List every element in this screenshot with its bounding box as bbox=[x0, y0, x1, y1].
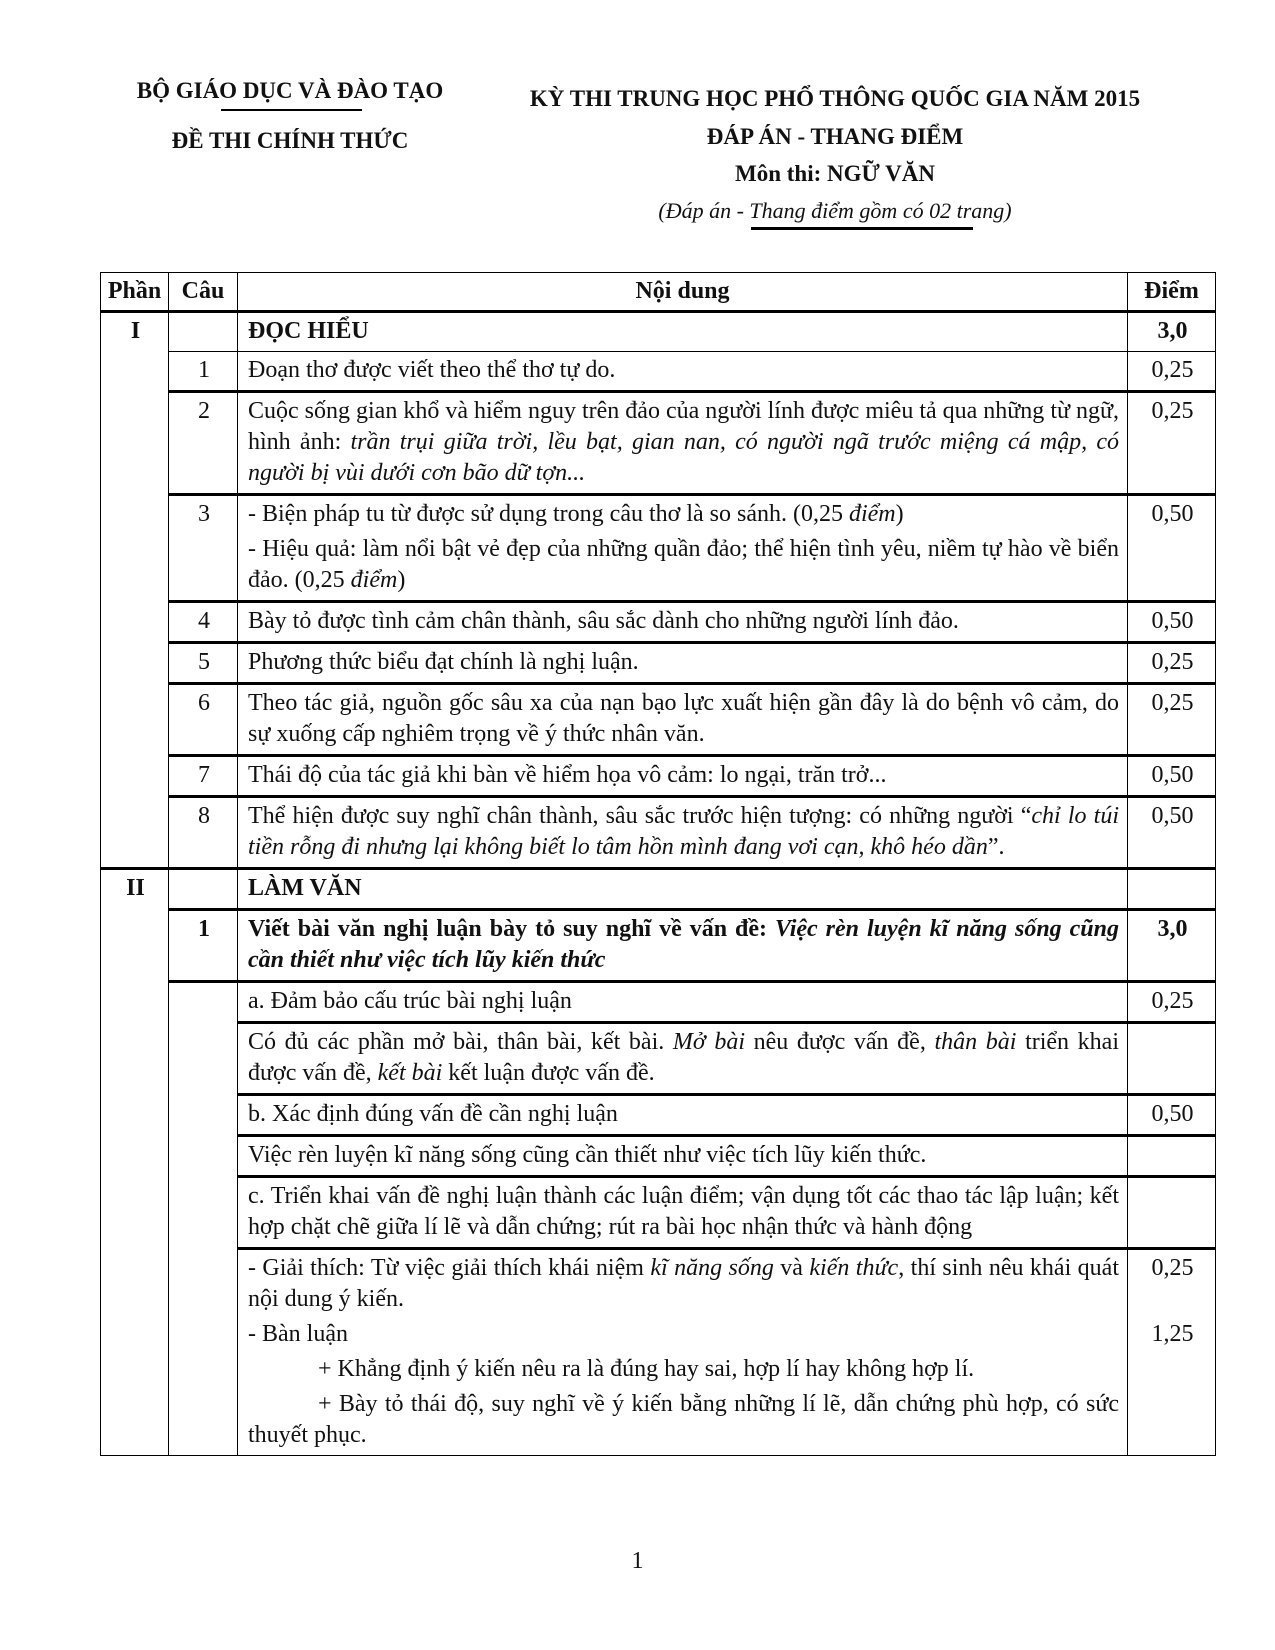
answer-score: 0,25 bbox=[1128, 643, 1216, 684]
answer-text: Thể hiện được suy nghĩ chân thành, sâu sắc trước hiện tượng: có những người “ bbox=[248, 803, 1032, 829]
note-underline bbox=[751, 227, 973, 230]
criterion-text-italic: kiến thức bbox=[809, 1255, 899, 1281]
discuss-score: 1,25 bbox=[1151, 1321, 1194, 1347]
score-empty bbox=[1128, 1177, 1216, 1249]
answer-content bbox=[238, 797, 1128, 869]
question-cell-empty bbox=[169, 982, 238, 1456]
ministry-label: BỘ GIÁO DỤC VÀ ĐÀO TẠO bbox=[136, 78, 444, 103]
question-number: 6 bbox=[169, 684, 238, 756]
question-number: 5 bbox=[169, 643, 238, 684]
answer-text: ) bbox=[895, 501, 904, 527]
doc-title: ĐÁP ÁN - THANG ĐIỂM bbox=[706, 124, 964, 149]
ministry-name bbox=[137, 78, 444, 104]
table-row bbox=[101, 392, 1216, 495]
explain-line bbox=[248, 1253, 1119, 1315]
ministry-underline bbox=[221, 109, 362, 111]
table-row bbox=[101, 1177, 1216, 1249]
section-title: ĐỌC HIỂU bbox=[238, 312, 1128, 352]
question-number: 2 bbox=[169, 392, 238, 495]
essay-prompt-bold: Viết bài văn nghị luận bày tỏ suy nghĩ về vấn đề: bbox=[248, 916, 776, 942]
criterion-text: và bbox=[773, 1255, 810, 1281]
criterion-b-title: b. Xác định đúng vấn đề cần nghị luận bbox=[238, 1095, 1128, 1136]
answer-score: 0,25 bbox=[1128, 684, 1216, 756]
answer-key-table bbox=[100, 272, 1216, 1456]
section-score-empty bbox=[1128, 869, 1216, 910]
answer-score: 0,50 bbox=[1128, 797, 1216, 869]
question-number: 4 bbox=[169, 602, 238, 643]
criterion-a-score: 0,25 bbox=[1128, 982, 1216, 1023]
col-header-content: Nội dung bbox=[238, 273, 1128, 312]
answer-text: - Biện pháp tu từ được sử dụng trong câu thơ là so sánh. (0,25 bbox=[248, 501, 849, 527]
answer-score: 0,25 bbox=[1128, 352, 1216, 392]
table-row bbox=[101, 756, 1216, 797]
part-label: II bbox=[101, 869, 169, 1456]
answer-text: Cuộc sống gian khổ và hiểm nguy trên đảo của người lính được miêu tả qua những từ ngữ, hình ảnh: bbox=[248, 398, 1119, 455]
answer-line bbox=[248, 534, 1119, 596]
col-header-question: Câu bbox=[169, 273, 238, 312]
page-number: 1 bbox=[631, 1548, 644, 1574]
exam-name: KỲ THI TRUNG HỌC PHỔ THÔNG QUỐC GIA NĂM 2015 bbox=[529, 86, 1141, 111]
essay-prompt-italic: Việc rèn luyện kĩ năng sống cũng cần thiết như việc tích lũy kiến thức bbox=[248, 916, 1119, 973]
criterion-text: nêu được vấn đề, bbox=[745, 1029, 935, 1055]
page-count-note-text: (Đáp án - Thang điểm gồm có 02 trang) bbox=[658, 198, 1012, 223]
criterion-c-title: c. Triển khai vấn đề nghị luận thành các luận điểm; vận dụng tốt các thao tác lập luận; kết hợp chặt chẽ giữa lí lẽ và dẫn chứng; rút ra bài học nhận thức và hành động bbox=[238, 1177, 1128, 1249]
criterion-text-italic: kĩ năng sống bbox=[650, 1255, 774, 1281]
table-header-row bbox=[101, 273, 1216, 312]
criterion-text: kết luận được vấn đề. bbox=[442, 1060, 655, 1086]
answer-text-italic: điểm bbox=[350, 567, 398, 593]
question-number: 8 bbox=[169, 797, 238, 869]
criterion-text-italic: thân bài bbox=[934, 1029, 1017, 1055]
table-row bbox=[101, 797, 1216, 869]
criterion-text: - Giải thích: Từ việc giải thích khái niệm bbox=[248, 1255, 651, 1281]
table-row bbox=[101, 1136, 1216, 1177]
answer-content bbox=[238, 495, 1128, 602]
criterion-c-detail bbox=[238, 1249, 1128, 1456]
subject-title: Môn thi: NGỮ VĂN bbox=[735, 161, 935, 186]
answer-text: ) bbox=[397, 567, 406, 593]
table-row bbox=[101, 352, 1216, 392]
criterion-a-desc bbox=[238, 1023, 1128, 1095]
part-label: I bbox=[101, 312, 169, 869]
detail-scores bbox=[1128, 1249, 1216, 1456]
col-header-score: Điểm bbox=[1128, 273, 1216, 312]
discuss-line: - Bàn luận bbox=[248, 1321, 348, 1347]
page-count-note bbox=[658, 198, 1011, 224]
question-cell-empty bbox=[169, 312, 238, 352]
section-row-writing bbox=[101, 869, 1216, 910]
document-header-left bbox=[110, 78, 470, 154]
criterion-text: Có đủ các phần mở bài, thân bài, kết bài. bbox=[248, 1029, 673, 1055]
col-header-part: Phần bbox=[101, 273, 169, 312]
table-row bbox=[101, 684, 1216, 756]
criterion-text: , thí sinh nêu khái quát nội dung ý kiến. bbox=[248, 1255, 1120, 1312]
question-number: 1 bbox=[169, 910, 238, 982]
section-score: 3,0 bbox=[1128, 312, 1216, 352]
discuss-point-1: + Khẳng định ý kiến nêu ra là đúng hay sai, hợp lí hay không hợp lí. bbox=[318, 1356, 975, 1382]
exam-type: ĐỀ THI CHÍNH THỨC bbox=[171, 128, 409, 153]
criterion-text: triển khai được vấn đề, bbox=[248, 1029, 1119, 1086]
answer-content: Theo tác giả, nguồn gốc sâu xa của nạn bạo lực xuất hiện gần đây là do bệnh vô cảm, do sự xuống cấp nghiêm trọng về ý thức nhân văn. bbox=[238, 684, 1128, 756]
score-empty bbox=[1128, 1023, 1216, 1095]
answer-score: 0,50 bbox=[1128, 495, 1216, 602]
section-row-reading bbox=[101, 312, 1216, 352]
table-row bbox=[101, 1095, 1216, 1136]
document-header-right bbox=[505, 86, 1165, 224]
answer-score: 0,25 bbox=[1128, 392, 1216, 495]
criterion-b-desc: Việc rèn luyện kĩ năng sống cũng cần thiết như việc tích lũy kiến thức. bbox=[238, 1136, 1128, 1177]
answer-text: ”. bbox=[987, 834, 1005, 860]
section-title: LÀM VĂN bbox=[238, 869, 1128, 910]
question-number: 7 bbox=[169, 756, 238, 797]
criterion-a-title: a. Đảm bảo cấu trúc bài nghị luận bbox=[238, 982, 1128, 1023]
discuss-point-2: + Bày tỏ thái độ, suy nghĩ về ý kiến bằng những lí lẽ, dẫn chứng phù hợp, có sức thuyết phục. bbox=[248, 1391, 1119, 1448]
answer-score: 0,50 bbox=[1128, 602, 1216, 643]
table-row bbox=[101, 1249, 1216, 1456]
criterion-text-italic: Mở bài bbox=[672, 1029, 745, 1055]
criterion-b-score: 0,50 bbox=[1128, 1095, 1216, 1136]
table-row bbox=[101, 910, 1216, 982]
essay-prompt bbox=[238, 910, 1128, 982]
answer-text-italic: điểm bbox=[848, 501, 896, 527]
answer-content: Phương thức biểu đạt chính là nghị luận. bbox=[238, 643, 1128, 684]
score-empty bbox=[1128, 1136, 1216, 1177]
question-cell-empty bbox=[169, 869, 238, 910]
criterion-text-italic: kết bài bbox=[377, 1060, 443, 1086]
answer-content: Đoạn thơ được viết theo thể thơ tự do. bbox=[238, 352, 1128, 392]
answer-score: 0,50 bbox=[1128, 756, 1216, 797]
explain-score: 0,25 bbox=[1151, 1255, 1194, 1281]
table-row bbox=[101, 602, 1216, 643]
essay-score: 3,0 bbox=[1128, 910, 1216, 982]
question-number: 1 bbox=[169, 352, 238, 392]
answer-text: - Hiệu quả: làm nổi bật vẻ đẹp của những quần đảo; thể hiện tình yêu, niềm tự hào về biển đảo. (0,25 bbox=[248, 536, 1119, 593]
answer-text-italic: chỉ lo túi tiền rỗng đi nhưng lại không biết lo tâm hồn mình đang vơi cạn, khô héo dần bbox=[248, 803, 1119, 860]
table-row bbox=[101, 1023, 1216, 1095]
table-row bbox=[101, 982, 1216, 1023]
answer-line bbox=[248, 499, 1119, 530]
answer-content: Bày tỏ được tình cảm chân thành, sâu sắc dành cho những người lính đảo. bbox=[238, 602, 1128, 643]
answer-text-italic: trần trụi giữa trời, lều bạt, gian nan, có người ngã trước miệng cá mập, có người bị vùi dưới cơn bão dữ tợn... bbox=[248, 429, 1119, 486]
table-row bbox=[101, 495, 1216, 602]
answer-content: Thái độ của tác giả khi bàn về hiểm họa vô cảm: lo ngại, trăn trở... bbox=[238, 756, 1128, 797]
table-row bbox=[101, 643, 1216, 684]
question-number: 3 bbox=[169, 495, 238, 602]
answer-content bbox=[238, 392, 1128, 495]
